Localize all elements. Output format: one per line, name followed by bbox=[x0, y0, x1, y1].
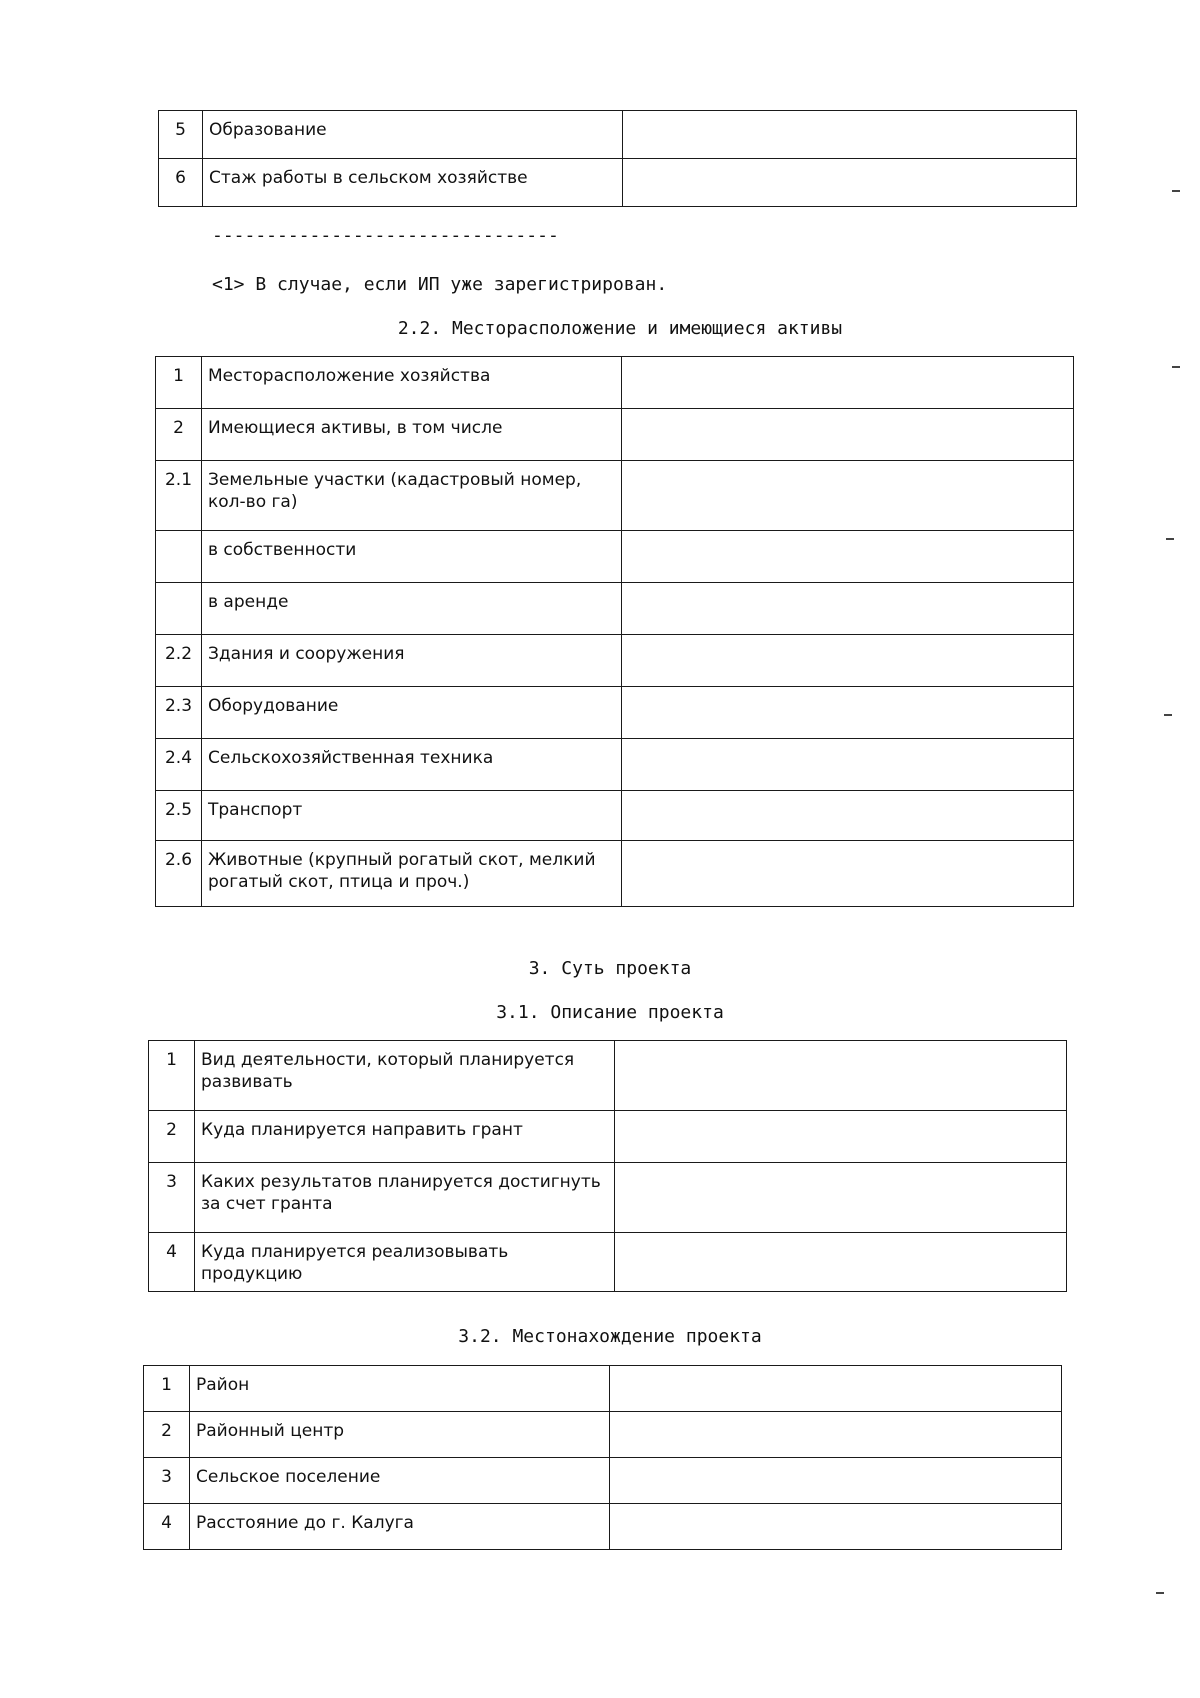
scan-speck bbox=[1164, 714, 1172, 716]
row-number: 2.5 bbox=[156, 791, 202, 841]
value-cell[interactable] bbox=[622, 461, 1074, 531]
value-cell[interactable] bbox=[610, 1504, 1062, 1550]
row-number: 2.2 bbox=[156, 635, 202, 687]
table-row bbox=[156, 687, 1074, 739]
value-cell[interactable] bbox=[615, 1111, 1067, 1163]
scan-speck bbox=[1172, 190, 1180, 192]
table-row bbox=[144, 1458, 1062, 1504]
row-number: 2 bbox=[156, 409, 202, 461]
row-label: Районный центр bbox=[190, 1412, 610, 1458]
value-cell[interactable] bbox=[622, 357, 1074, 409]
value-cell[interactable] bbox=[622, 635, 1074, 687]
row-number: 2 bbox=[149, 1111, 195, 1163]
row-number: 4 bbox=[149, 1233, 195, 1292]
row-number: 4 bbox=[144, 1504, 190, 1550]
section-heading-3: 3. Суть проекта bbox=[528, 958, 692, 979]
row-label: в аренде bbox=[202, 583, 622, 635]
row-label: Стаж работы в сельском хозяйстве bbox=[203, 159, 623, 207]
section-heading-3-2: 3.2. Местонахождение проекта bbox=[458, 1326, 762, 1347]
table-row bbox=[159, 159, 1077, 207]
table-row bbox=[156, 841, 1074, 907]
footnote-separator: -------------------------------- bbox=[212, 225, 559, 246]
table-row bbox=[156, 531, 1074, 583]
project-location-table bbox=[143, 1365, 1062, 1550]
row-number: 1 bbox=[144, 1366, 190, 1412]
value-cell[interactable] bbox=[610, 1366, 1062, 1412]
row-number bbox=[156, 583, 202, 635]
value-cell[interactable] bbox=[622, 583, 1074, 635]
row-label: Куда планируется направить грант bbox=[195, 1111, 615, 1163]
row-number bbox=[156, 531, 202, 583]
row-number: 6 bbox=[159, 159, 203, 207]
value-cell[interactable] bbox=[622, 409, 1074, 461]
row-label: Оборудование bbox=[202, 687, 622, 739]
table-row bbox=[144, 1366, 1062, 1412]
table-row bbox=[149, 1111, 1067, 1163]
value-cell[interactable] bbox=[623, 111, 1077, 159]
table-row bbox=[144, 1504, 1062, 1550]
table-row bbox=[149, 1041, 1067, 1111]
table-row bbox=[156, 461, 1074, 531]
location-assets-table bbox=[155, 356, 1074, 907]
row-number: 2.1 bbox=[156, 461, 202, 531]
row-number: 2.3 bbox=[156, 687, 202, 739]
value-cell[interactable] bbox=[622, 841, 1074, 907]
table-row bbox=[159, 111, 1077, 159]
value-cell[interactable] bbox=[622, 739, 1074, 791]
row-label: Район bbox=[190, 1366, 610, 1412]
row-number: 3 bbox=[149, 1163, 195, 1233]
table-row bbox=[156, 791, 1074, 841]
row-number: 1 bbox=[149, 1041, 195, 1111]
table-row bbox=[144, 1412, 1062, 1458]
row-label: Животные (крупный рогатый скот, мелкий рогатый скот, птица и проч.) bbox=[202, 841, 622, 907]
scan-speck bbox=[1172, 366, 1180, 368]
row-label: Каких результатов планируется достигнуть за счет гранта bbox=[195, 1163, 615, 1233]
row-label: Вид деятельности, который планируется развивать bbox=[195, 1041, 615, 1111]
row-label: Имеющиеся активы, в том числе bbox=[202, 409, 622, 461]
table-row bbox=[156, 583, 1074, 635]
section-heading-3-1: 3.1. Описание проекта bbox=[496, 1002, 724, 1023]
row-number: 1 bbox=[156, 357, 202, 409]
value-cell[interactable] bbox=[615, 1041, 1067, 1111]
row-number: 2.4 bbox=[156, 739, 202, 791]
table-row bbox=[156, 409, 1074, 461]
section-heading-2-2: 2.2. Месторасположение и имеющиеся активы bbox=[397, 318, 843, 339]
row-label: Куда планируется реализовывать продукцию bbox=[195, 1233, 615, 1292]
row-label: Месторасположение хозяйства bbox=[202, 357, 622, 409]
applicant-info-table bbox=[158, 110, 1077, 207]
project-description-table bbox=[148, 1040, 1067, 1292]
row-number: 5 bbox=[159, 111, 203, 159]
row-number: 2 bbox=[144, 1412, 190, 1458]
value-cell[interactable] bbox=[622, 791, 1074, 841]
value-cell[interactable] bbox=[610, 1412, 1062, 1458]
row-label: Здания и сооружения bbox=[202, 635, 622, 687]
table-row bbox=[156, 739, 1074, 791]
value-cell[interactable] bbox=[615, 1233, 1067, 1292]
row-label: Земельные участки (кадастровый номер, кол-во га) bbox=[202, 461, 622, 531]
value-cell[interactable] bbox=[610, 1458, 1062, 1504]
scan-speck bbox=[1166, 538, 1174, 540]
row-label: Сельскохозяйственная техника bbox=[202, 739, 622, 791]
value-cell[interactable] bbox=[622, 531, 1074, 583]
footnote-text: <1> В случае, если ИП уже зарегистрирован. bbox=[212, 274, 668, 295]
table-row bbox=[149, 1233, 1067, 1292]
row-label: в собственности bbox=[202, 531, 622, 583]
value-cell[interactable] bbox=[623, 159, 1077, 207]
row-label: Расстояние до г. Калуга bbox=[190, 1504, 610, 1550]
table-row bbox=[156, 357, 1074, 409]
row-label: Образование bbox=[203, 111, 623, 159]
row-number: 3 bbox=[144, 1458, 190, 1504]
row-number: 2.6 bbox=[156, 841, 202, 907]
table-row bbox=[156, 635, 1074, 687]
table-row bbox=[149, 1163, 1067, 1233]
scan-speck bbox=[1156, 1592, 1164, 1594]
value-cell[interactable] bbox=[615, 1163, 1067, 1233]
row-label: Сельское поселение bbox=[190, 1458, 610, 1504]
value-cell[interactable] bbox=[622, 687, 1074, 739]
row-label: Транспорт bbox=[202, 791, 622, 841]
